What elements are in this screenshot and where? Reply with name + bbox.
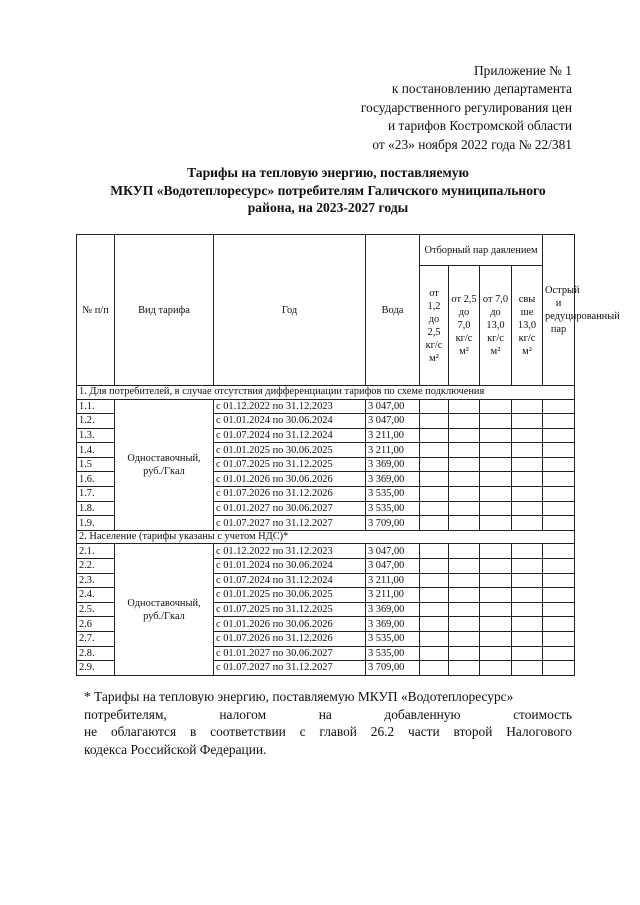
row-empty-cell [512, 516, 543, 531]
row-empty-cell [543, 457, 575, 472]
table-row [77, 399, 575, 414]
row-empty-cell [480, 573, 512, 588]
row-empty-cell [480, 661, 512, 676]
row-num: 2.7. [77, 631, 115, 646]
row-empty-cell [543, 443, 575, 458]
footnote-word: соответствии [210, 724, 286, 740]
header-steam-4 [512, 266, 543, 386]
row-period: с 01.07.2027 по 31.12.2027 [214, 516, 366, 531]
row-water-value: 3 369,00 [366, 472, 420, 487]
header-kind: Вид тарифа [115, 235, 214, 386]
footnote-line-2 [84, 706, 572, 724]
section-title: 2. Население (тарифы указаны с учетом НДС)* [77, 530, 575, 544]
row-empty-cell [543, 617, 575, 632]
row-num: 2.1. [77, 544, 115, 559]
footnote-word: Налогового [506, 724, 572, 740]
header-steam-1 [420, 266, 449, 386]
table-header-row [77, 235, 575, 266]
section-title: 1. Для потребителей, в случае отсутствия дифференциации тарифов по схеме подключения [77, 386, 575, 400]
row-empty-cell [480, 544, 512, 559]
row-empty-cell [420, 516, 449, 531]
row-num: 1.1. [77, 399, 115, 414]
footnote-word: не [84, 724, 98, 740]
row-empty-cell [420, 661, 449, 676]
row-num: 2.5. [77, 602, 115, 617]
row-empty-cell [543, 602, 575, 617]
row-num: 2.4. [77, 588, 115, 603]
row-empty-cell [512, 501, 543, 516]
header-water: Вода [366, 235, 420, 386]
row-empty-cell [449, 516, 480, 531]
row-empty-cell [512, 588, 543, 603]
row-empty-cell [480, 631, 512, 646]
row-num: 2.2. [77, 558, 115, 573]
row-empty-cell [480, 588, 512, 603]
footnote [84, 688, 572, 758]
row-empty-cell [543, 544, 575, 559]
row-empty-cell [543, 661, 575, 676]
row-empty-cell [512, 617, 543, 632]
section-header-row [77, 386, 575, 400]
row-water-value: 3 535,00 [366, 487, 420, 502]
footnote-word: потребителям, [84, 706, 167, 722]
row-empty-cell [480, 617, 512, 632]
row-num: 1.7. [77, 487, 115, 502]
header-sharp-steam-text: Острый и редуцированный пар [545, 285, 620, 335]
row-empty-cell [449, 501, 480, 516]
row-empty-cell [543, 588, 575, 603]
row-empty-cell [512, 457, 543, 472]
row-empty-cell [543, 573, 575, 588]
row-water-value: 3 535,00 [366, 631, 420, 646]
row-empty-cell [449, 399, 480, 414]
footnote-word: добавленную [384, 706, 461, 722]
row-empty-cell [512, 646, 543, 661]
footnote-word: второй [453, 724, 493, 740]
row-empty-cell [420, 558, 449, 573]
footnote-word: с [299, 724, 306, 740]
row-empty-cell [449, 414, 480, 429]
footnote-word: облагаются [110, 724, 177, 740]
tariff-kind: Одноставочный, руб./Гкал [115, 544, 214, 675]
header-num: № п/п [77, 235, 115, 386]
title-line: района, на 2023-2027 годы [247, 200, 409, 216]
row-period: с 01.01.2026 по 30.06.2026 [214, 472, 366, 487]
footnote-word: в [189, 724, 197, 740]
row-empty-cell [449, 602, 480, 617]
document-title [84, 164, 572, 217]
row-water-value: 3 211,00 [366, 588, 420, 603]
row-water-value: 3 211,00 [366, 428, 420, 443]
row-period: с 01.01.2027 по 30.06.2027 [214, 501, 366, 516]
row-water-value: 3 047,00 [366, 558, 420, 573]
row-num: 2.3. [77, 573, 115, 588]
footnote-word: налогом [219, 706, 267, 722]
row-water-value: 3 369,00 [366, 602, 420, 617]
row-empty-cell [512, 414, 543, 429]
row-empty-cell [420, 602, 449, 617]
header-steam-1-text: от 1,2 до 2,5 кг/с м² [425, 287, 443, 364]
row-period: с 01.07.2024 по 31.12.2024 [214, 428, 366, 443]
row-empty-cell [512, 602, 543, 617]
appendix-header [361, 62, 572, 154]
row-water-value: 3 211,00 [366, 443, 420, 458]
row-empty-cell [543, 487, 575, 502]
row-empty-cell [543, 558, 575, 573]
row-period: с 01.12.2022 по 31.12.2023 [214, 544, 366, 559]
row-empty-cell [512, 558, 543, 573]
footnote-line-3 [84, 723, 572, 741]
row-empty-cell [543, 501, 575, 516]
row-empty-cell [480, 516, 512, 531]
row-empty-cell [449, 472, 480, 487]
header-steam-4-text: свы ше 13,0 кг/с м² [517, 294, 537, 357]
row-empty-cell [512, 573, 543, 588]
header-steam-2 [449, 266, 480, 386]
row-empty-cell [480, 487, 512, 502]
header-steam-3 [480, 266, 512, 386]
row-empty-cell [449, 487, 480, 502]
appendix-line: государственного регулирования цен [360, 99, 572, 115]
row-period: с 01.01.2024 по 30.06.2024 [214, 414, 366, 429]
appendix-line: и тарифов Костромской области [388, 118, 572, 134]
row-empty-cell [449, 573, 480, 588]
row-empty-cell [480, 457, 512, 472]
row-period: с 01.07.2025 по 31.12.2025 [214, 457, 366, 472]
row-empty-cell [512, 428, 543, 443]
table-row [77, 544, 575, 559]
row-empty-cell [480, 472, 512, 487]
row-period: с 01.07.2027 по 31.12.2027 [214, 661, 366, 676]
row-period: с 01.07.2024 по 31.12.2024 [214, 573, 366, 588]
row-water-value: 3 709,00 [366, 516, 420, 531]
row-empty-cell [420, 487, 449, 502]
row-empty-cell [449, 617, 480, 632]
footnote-word: главой [319, 724, 357, 740]
row-empty-cell [512, 631, 543, 646]
row-empty-cell [512, 544, 543, 559]
row-empty-cell [480, 399, 512, 414]
row-period: с 01.07.2026 по 31.12.2026 [214, 487, 366, 502]
row-water-value: 3 369,00 [366, 457, 420, 472]
row-empty-cell [480, 414, 512, 429]
row-empty-cell [449, 544, 480, 559]
row-num: 1.5 [77, 457, 115, 472]
row-empty-cell [512, 661, 543, 676]
row-empty-cell [449, 588, 480, 603]
row-period: с 01.07.2026 по 31.12.2026 [214, 631, 366, 646]
row-num: 2.6 [77, 617, 115, 632]
appendix-line: от «23» ноября 2022 года № 22/381 [372, 136, 572, 152]
header-sharp-steam [543, 235, 620, 386]
row-num: 1.9. [77, 516, 115, 531]
header-steam-2-text: от 2,5 до 7,0 кг/с м² [451, 294, 477, 357]
row-empty-cell [449, 457, 480, 472]
row-empty-cell [480, 558, 512, 573]
row-empty-cell [449, 558, 480, 573]
row-empty-cell [449, 661, 480, 676]
tariffs-table [76, 234, 620, 676]
row-empty-cell [420, 646, 449, 661]
row-water-value: 3 047,00 [366, 544, 420, 559]
row-num: 1.6. [77, 472, 115, 487]
row-num: 1.3. [77, 428, 115, 443]
row-empty-cell [543, 428, 575, 443]
header-steam-3-text: от 7,0 до 13,0 кг/с м² [482, 294, 509, 357]
row-empty-cell [543, 414, 575, 429]
footnote-line-1: * Тарифы на тепловую энергию, поставляемую МКУП «Водотеплоресурс» [84, 689, 514, 704]
title-line: Тарифы на тепловую энергию, поставляемую [187, 165, 469, 180]
row-empty-cell [512, 472, 543, 487]
row-empty-cell [420, 443, 449, 458]
row-num: 1.8. [77, 501, 115, 516]
row-empty-cell [420, 414, 449, 429]
row-empty-cell [420, 588, 449, 603]
row-empty-cell [480, 443, 512, 458]
row-period: с 01.12.2022 по 31.12.2023 [214, 399, 366, 414]
row-period: с 01.01.2027 по 30.06.2027 [214, 646, 366, 661]
row-empty-cell [449, 428, 480, 443]
footnote-word: части [408, 724, 440, 740]
row-period: с 01.01.2025 по 30.06.2025 [214, 588, 366, 603]
footnote-word: стоимость [513, 706, 572, 722]
title-line: МКУП «Водотеплоресурс» потребителям Галичского муниципального [110, 182, 546, 198]
row-water-value: 3 047,00 [366, 399, 420, 414]
row-period: с 01.07.2025 по 31.12.2025 [214, 602, 366, 617]
appendix-line: Приложение № 1 [473, 63, 572, 78]
row-empty-cell [420, 472, 449, 487]
row-empty-cell [420, 399, 449, 414]
row-empty-cell [512, 487, 543, 502]
header-steam-group: Отборный пар давлением [420, 235, 543, 266]
row-empty-cell [543, 646, 575, 661]
footnote-line-4: кодекса Российской Федерации. [84, 741, 267, 757]
row-empty-cell [543, 516, 575, 531]
row-water-value: 3 535,00 [366, 501, 420, 516]
row-empty-cell [420, 573, 449, 588]
row-period: с 01.01.2024 по 30.06.2024 [214, 558, 366, 573]
row-empty-cell [449, 631, 480, 646]
row-num: 1.2. [77, 414, 115, 429]
row-empty-cell [480, 646, 512, 661]
appendix-line: к постановлению департамента [391, 81, 572, 97]
row-water-value: 3 369,00 [366, 617, 420, 632]
row-num: 2.9. [77, 661, 115, 676]
tariff-kind: Одноставочный, руб./Гкал [115, 399, 214, 530]
footnote-word: 26.2 [370, 724, 395, 740]
footnote-word: на [318, 706, 332, 722]
row-water-value: 3 709,00 [366, 661, 420, 676]
row-empty-cell [512, 399, 543, 414]
row-empty-cell [449, 443, 480, 458]
row-period: с 01.01.2026 по 30.06.2026 [214, 617, 366, 632]
row-empty-cell [543, 472, 575, 487]
row-empty-cell [420, 428, 449, 443]
header-year: Год [214, 235, 366, 386]
row-empty-cell [420, 544, 449, 559]
row-period: с 01.01.2025 по 30.06.2025 [214, 443, 366, 458]
row-empty-cell [480, 602, 512, 617]
row-water-value: 3 211,00 [366, 573, 420, 588]
row-empty-cell [420, 617, 449, 632]
section-header-row [77, 530, 575, 544]
row-empty-cell [420, 457, 449, 472]
row-empty-cell [543, 631, 575, 646]
row-empty-cell [480, 501, 512, 516]
row-water-value: 3 535,00 [366, 646, 420, 661]
row-empty-cell [420, 501, 449, 516]
row-num: 1.4. [77, 443, 115, 458]
row-empty-cell [449, 646, 480, 661]
row-empty-cell [543, 399, 575, 414]
row-num: 2.8. [77, 646, 115, 661]
row-empty-cell [512, 443, 543, 458]
row-empty-cell [480, 428, 512, 443]
row-water-value: 3 047,00 [366, 414, 420, 429]
row-empty-cell [420, 631, 449, 646]
